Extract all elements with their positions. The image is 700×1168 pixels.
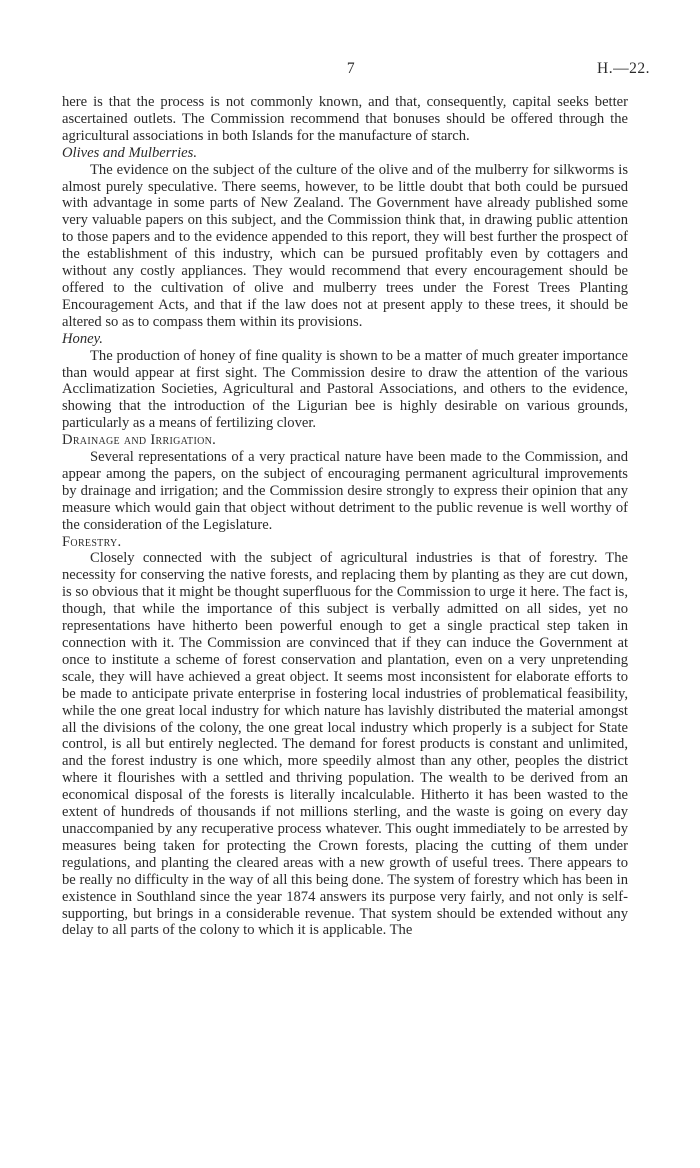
drainage-heading: Drainage and Irrigation. xyxy=(62,432,217,449)
starch-paragraph-end: here is that the process is not commonly known, and that, consequently, capital seeks better ascertained outlets. The Commission recommend that bonuses should be offered through the agricultural associations in both Islands for the manufacture of starch. xyxy=(62,94,628,144)
honey-paragraph: The production of honey of fine quality is shown to be a matter of much greater importance than would appear at first sight. The Commission desire to draw the attention of the various Acclimatization Societies, Agricultural and Pastoral Associations, and others to the evidence, showing that the introduction of the Ligurian bee is highly desirable on various grounds, particularly as a means of fertilizing clover. xyxy=(62,347,628,432)
honey-heading: Honey. xyxy=(62,330,103,347)
forestry-paragraph: Closely connected with the subject of agricultural industries is that of forestry. The necessity for conserving the native forests, and replacing them by planting as they are cut down, is so obvious that it might be thought superfluous for the Commission to urge it here. The fact is, though, that while the importance of this subject is verbally admitted on all sides, yet no representations have hitherto been powerful enough to get a single practical step taken in connection with it. The Commission are convinced that if they can induce the Government at once to institute a scheme of forest conservation and plantation, even on a very unpretending scale, they will have achieved a great object. It seems most inconsistent for elaborate efforts to be made to anticipate private enterprise in fostering local industries of problematical feasibility, while the one great local industry for which nature has lavishly distributed the material amongst all the divisions of the colony, the one great local industry which properly is a subject for State control, is all but entirely neglected. The demand for forest products is constant and unlimited, and the forest industry is one which, more speedily almost than any other, peoples the district where it flourishes with a settled and thriving population. The wealth to be derived from an economical disposal of the forests is literally incalculable. Hitherto it has been wasted to the extent of hundreds of thousands if not millions sterling, and the waste is going on every day unaccompanied by any recuperative process whatever. This ought immediately to be arrested by measures being taken for protecting the Crown forests, placing the cutting of them under regulations, and planting the cleared areas with a new growth of useful trees. There appears to be really no difficulty in the way of all this being done. The system of forestry which has been in existence in Southland since the year 1874 answers its purpose very fairly, and not only is self-supporting, but brings in a considerable revenue. That system should be extended without any delay to all parts of the colony to which it is applicable. The xyxy=(62,550,628,939)
olives-paragraph: The evidence on the subject of the culture of the olive and of the mulberry for silkworms is almost purely speculative. There seems, however, to be little doubt that both could be pursued with advantage in some parts of New Zealand. The Government have already published some very valuable papers on this subject, and the Commission think that, in drawing public attention to those papers and to the evidence appended to this report, they will best further the prospect of the establishment of this industry, which can be pursued profitably even by cottagers and without any costly appliances. They would recommend that every encouragement should be offered to the cultivation of olive and mulberry trees under the Forest Trees Planting Encouragement Acts, and that if the law does not at present apply to these trees, it should be altered so as to compass them within its provisions. xyxy=(62,161,628,330)
page-number: 7 xyxy=(346,60,356,77)
page-header xyxy=(62,60,650,80)
forestry-heading: Forestry. xyxy=(62,533,122,550)
drainage-paragraph: Several representations of a very practical nature have been made to the Commission, and appear among the papers, on the subject of encouraging permanent agricultural improvements by drainage and irrigation; and the Commission desire strongly to express their opinion that any measure which would gain that object without detriment to the public revenue is well worthy of the consideration of the Legislature. xyxy=(62,449,628,533)
olives-heading: Olives and Mulberries. xyxy=(62,144,197,161)
page-body xyxy=(62,94,628,939)
document-reference: H.—22. xyxy=(597,60,650,77)
